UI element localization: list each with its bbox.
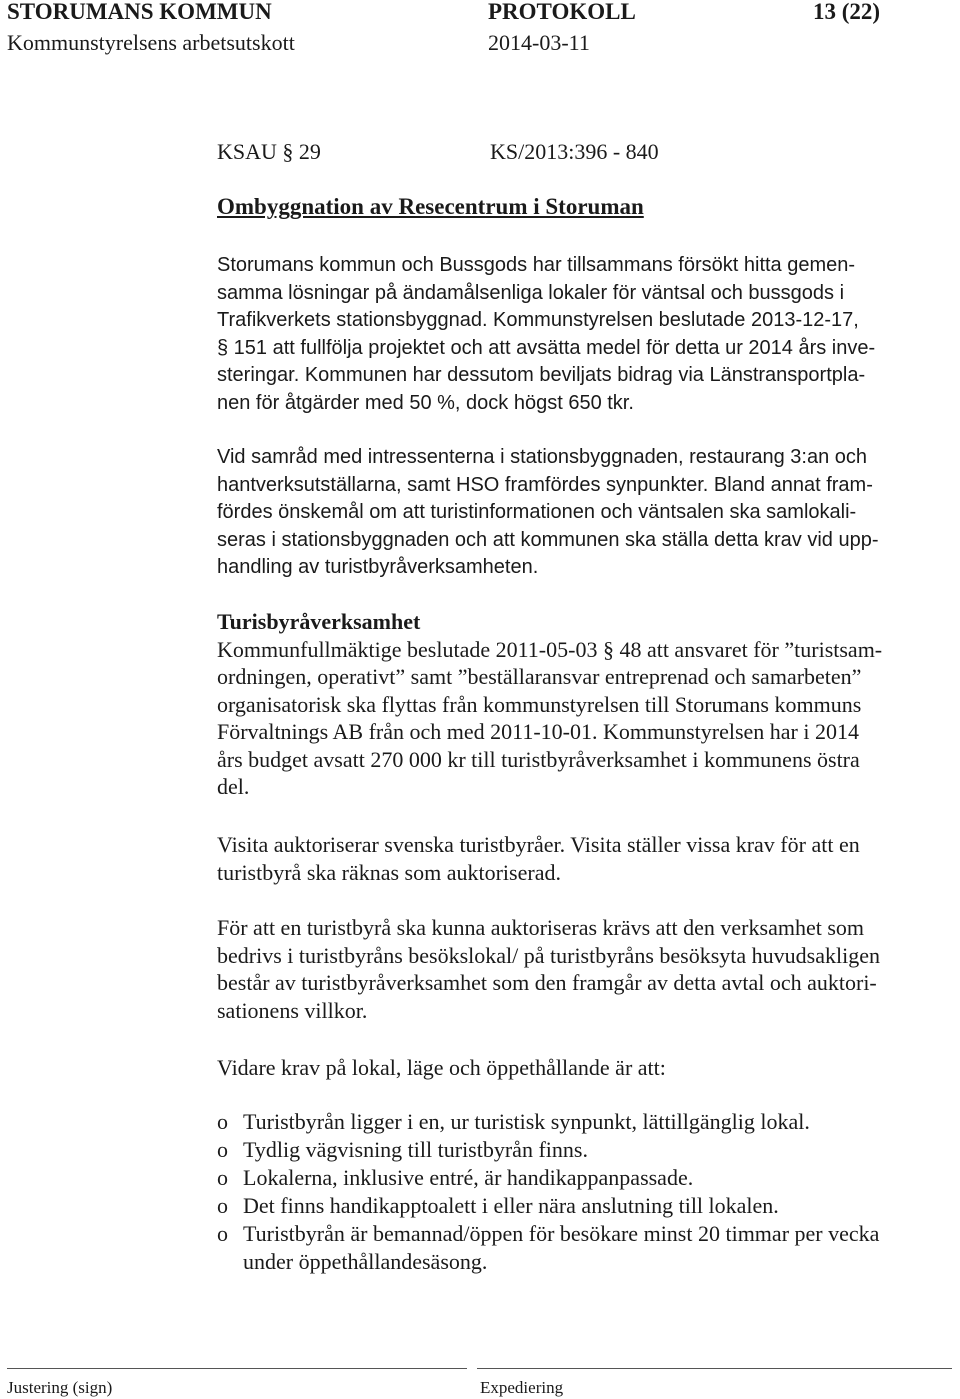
footer-rule: [477, 1368, 952, 1369]
case-id: KSAU § 29: [217, 139, 321, 164]
bullet-marker: o: [217, 1137, 228, 1162]
page-number: 13 (22): [813, 0, 881, 24]
header-row-2: [7, 30, 960, 58]
requirements-list: [217, 1108, 935, 1276]
paragraph-line: bedrivs i turistbyråns besökslokal/ på turistbyråns besöksyta huvudsakligen: [217, 942, 880, 968]
case-title: Ombyggnation av Resecentrum i Storuman: [217, 194, 644, 219]
paragraph-5: [217, 1054, 935, 1082]
list-item-text: under öppethållandesäsong.: [243, 1249, 488, 1274]
section-turistbyra: [217, 608, 935, 801]
paragraph-line: För att en turistbyrå ska kunna auktoriseras krävs att den verksamhet som: [217, 915, 865, 940]
list-item: [217, 1220, 935, 1276]
case-reference: KS/2013:396 - 840: [490, 139, 659, 164]
bullet-marker: o: [217, 1109, 228, 1134]
meeting-date: 2014-03-11: [488, 30, 590, 55]
list-item-text: Lokalerna, inklusive entré, är handikappanpassade.: [243, 1165, 694, 1190]
paragraph-line: handling av turistbyråverksamheten.: [217, 556, 539, 578]
list-item: [217, 1108, 935, 1136]
paragraph-line: turistbyrå ska räknas som auktoriserad.: [217, 859, 561, 885]
paragraph-3: [217, 831, 935, 886]
paragraph-line: hantverksutställarna, samt HSO framfördes synpunkter. Bland annat fram-: [217, 473, 873, 496]
list-item: [217, 1136, 935, 1164]
footer-rule: [7, 1368, 467, 1369]
paragraph-line: Förvaltnings AB från och med 2011-10-01. Kommunstyrelsen har i 2014: [217, 719, 859, 744]
bullet-marker: o: [217, 1221, 228, 1246]
paragraph-line: ordningen, operativt” samt ”beställaransvar entreprenad och samarbeten”: [217, 664, 862, 689]
paragraph-line: består av turistbyråverksamhet som den framgår av detta avtal och auktori-: [217, 970, 877, 995]
paragraph-1: [217, 252, 935, 417]
section-heading: Turisbyråverksamhet: [217, 609, 421, 634]
header-row-1: [7, 0, 960, 27]
paragraph-line: steringar. Kommunen har dessutom beviljats bidrag via Länstransportpla-: [217, 364, 866, 386]
paragraph-line: Kommunfullmäktige beslutade 2011-05-03 § 48 att ansvaret för ”turistsam-: [217, 636, 883, 662]
bullet-marker: o: [217, 1165, 228, 1190]
paragraph-4: [217, 914, 935, 1024]
paragraph-line: organisatorisk ska flyttas från kommunstyrelsen till Storumans kommuns: [217, 691, 862, 717]
page-footer: [7, 1368, 952, 1399]
list-item: [217, 1192, 935, 1220]
list-item-text: Turistbyrån är bemannad/öppen för besökare minst 20 timmar per vecka: [243, 1221, 880, 1246]
paragraph-line: sationens villkor.: [217, 997, 368, 1023]
committee-name: Kommunstyrelsens arbetsutskott: [7, 30, 295, 55]
paragraph-line: samma lösningar på ändamålsenliga lokaler för väntsal och bussgods i: [217, 281, 845, 304]
paragraph-line: del.: [217, 774, 250, 799]
bullet-marker: o: [217, 1193, 228, 1218]
paragraph-line: års budget avsatt 270 000 kr till turistbyråverksamhet i kommunens östra: [217, 746, 860, 772]
paragraph-line: Storumans kommun och Bussgods har tillsammans försökt hitta gemen-: [217, 254, 856, 276]
page-header: [0, 0, 960, 90]
paragraph-line: § 151 att fullfölja projektet och att avsätta medel för detta ur 2014 års inve-: [217, 336, 876, 359]
paragraph-2: [217, 444, 935, 582]
paragraph-line: fördes önskemål om att turistinformationen och väntsalen ska samlokali-: [217, 501, 857, 523]
list-item-text: Det finns handikapptoalett i eller nära anslutning till lokalen.: [243, 1193, 779, 1218]
paragraph-line: seras i stationsbyggnaden och att kommunen ska ställa detta krav vid upp-: [217, 528, 879, 551]
list-item: [217, 1164, 935, 1192]
expedition-label: Expediering: [480, 1378, 564, 1397]
list-item-text: Turistbyrån ligger i en, ur turistisk synpunkt, lättillgänglig lokal.: [243, 1109, 810, 1134]
paragraph-line: Trafikverkets stationsbyggnad. Kommunstyrelsen beslutade 2013-12-17,: [217, 309, 859, 331]
list-item-text: Tydlig vägvisning till turistbyrån finns.: [243, 1137, 588, 1162]
paragraph-line: Visita auktoriserar svenska turistbyråer. Visita ställer vissa krav för att en: [217, 832, 860, 857]
paragraph-line: Vid samråd med intressenterna i stationsbyggnaden, restaurang 3:an och: [217, 446, 868, 468]
signature-label: Justering (sign): [7, 1378, 113, 1397]
document-type: PROTOKOLL: [488, 0, 636, 24]
municipality-name: STORUMANS KOMMUN: [7, 0, 272, 24]
paragraph-line: nen för åtgärder med 50 %, dock högst 650 tkr.: [217, 391, 634, 414]
paragraph-line: Vidare krav på lokal, läge och öppethållande är att:: [217, 1055, 666, 1080]
